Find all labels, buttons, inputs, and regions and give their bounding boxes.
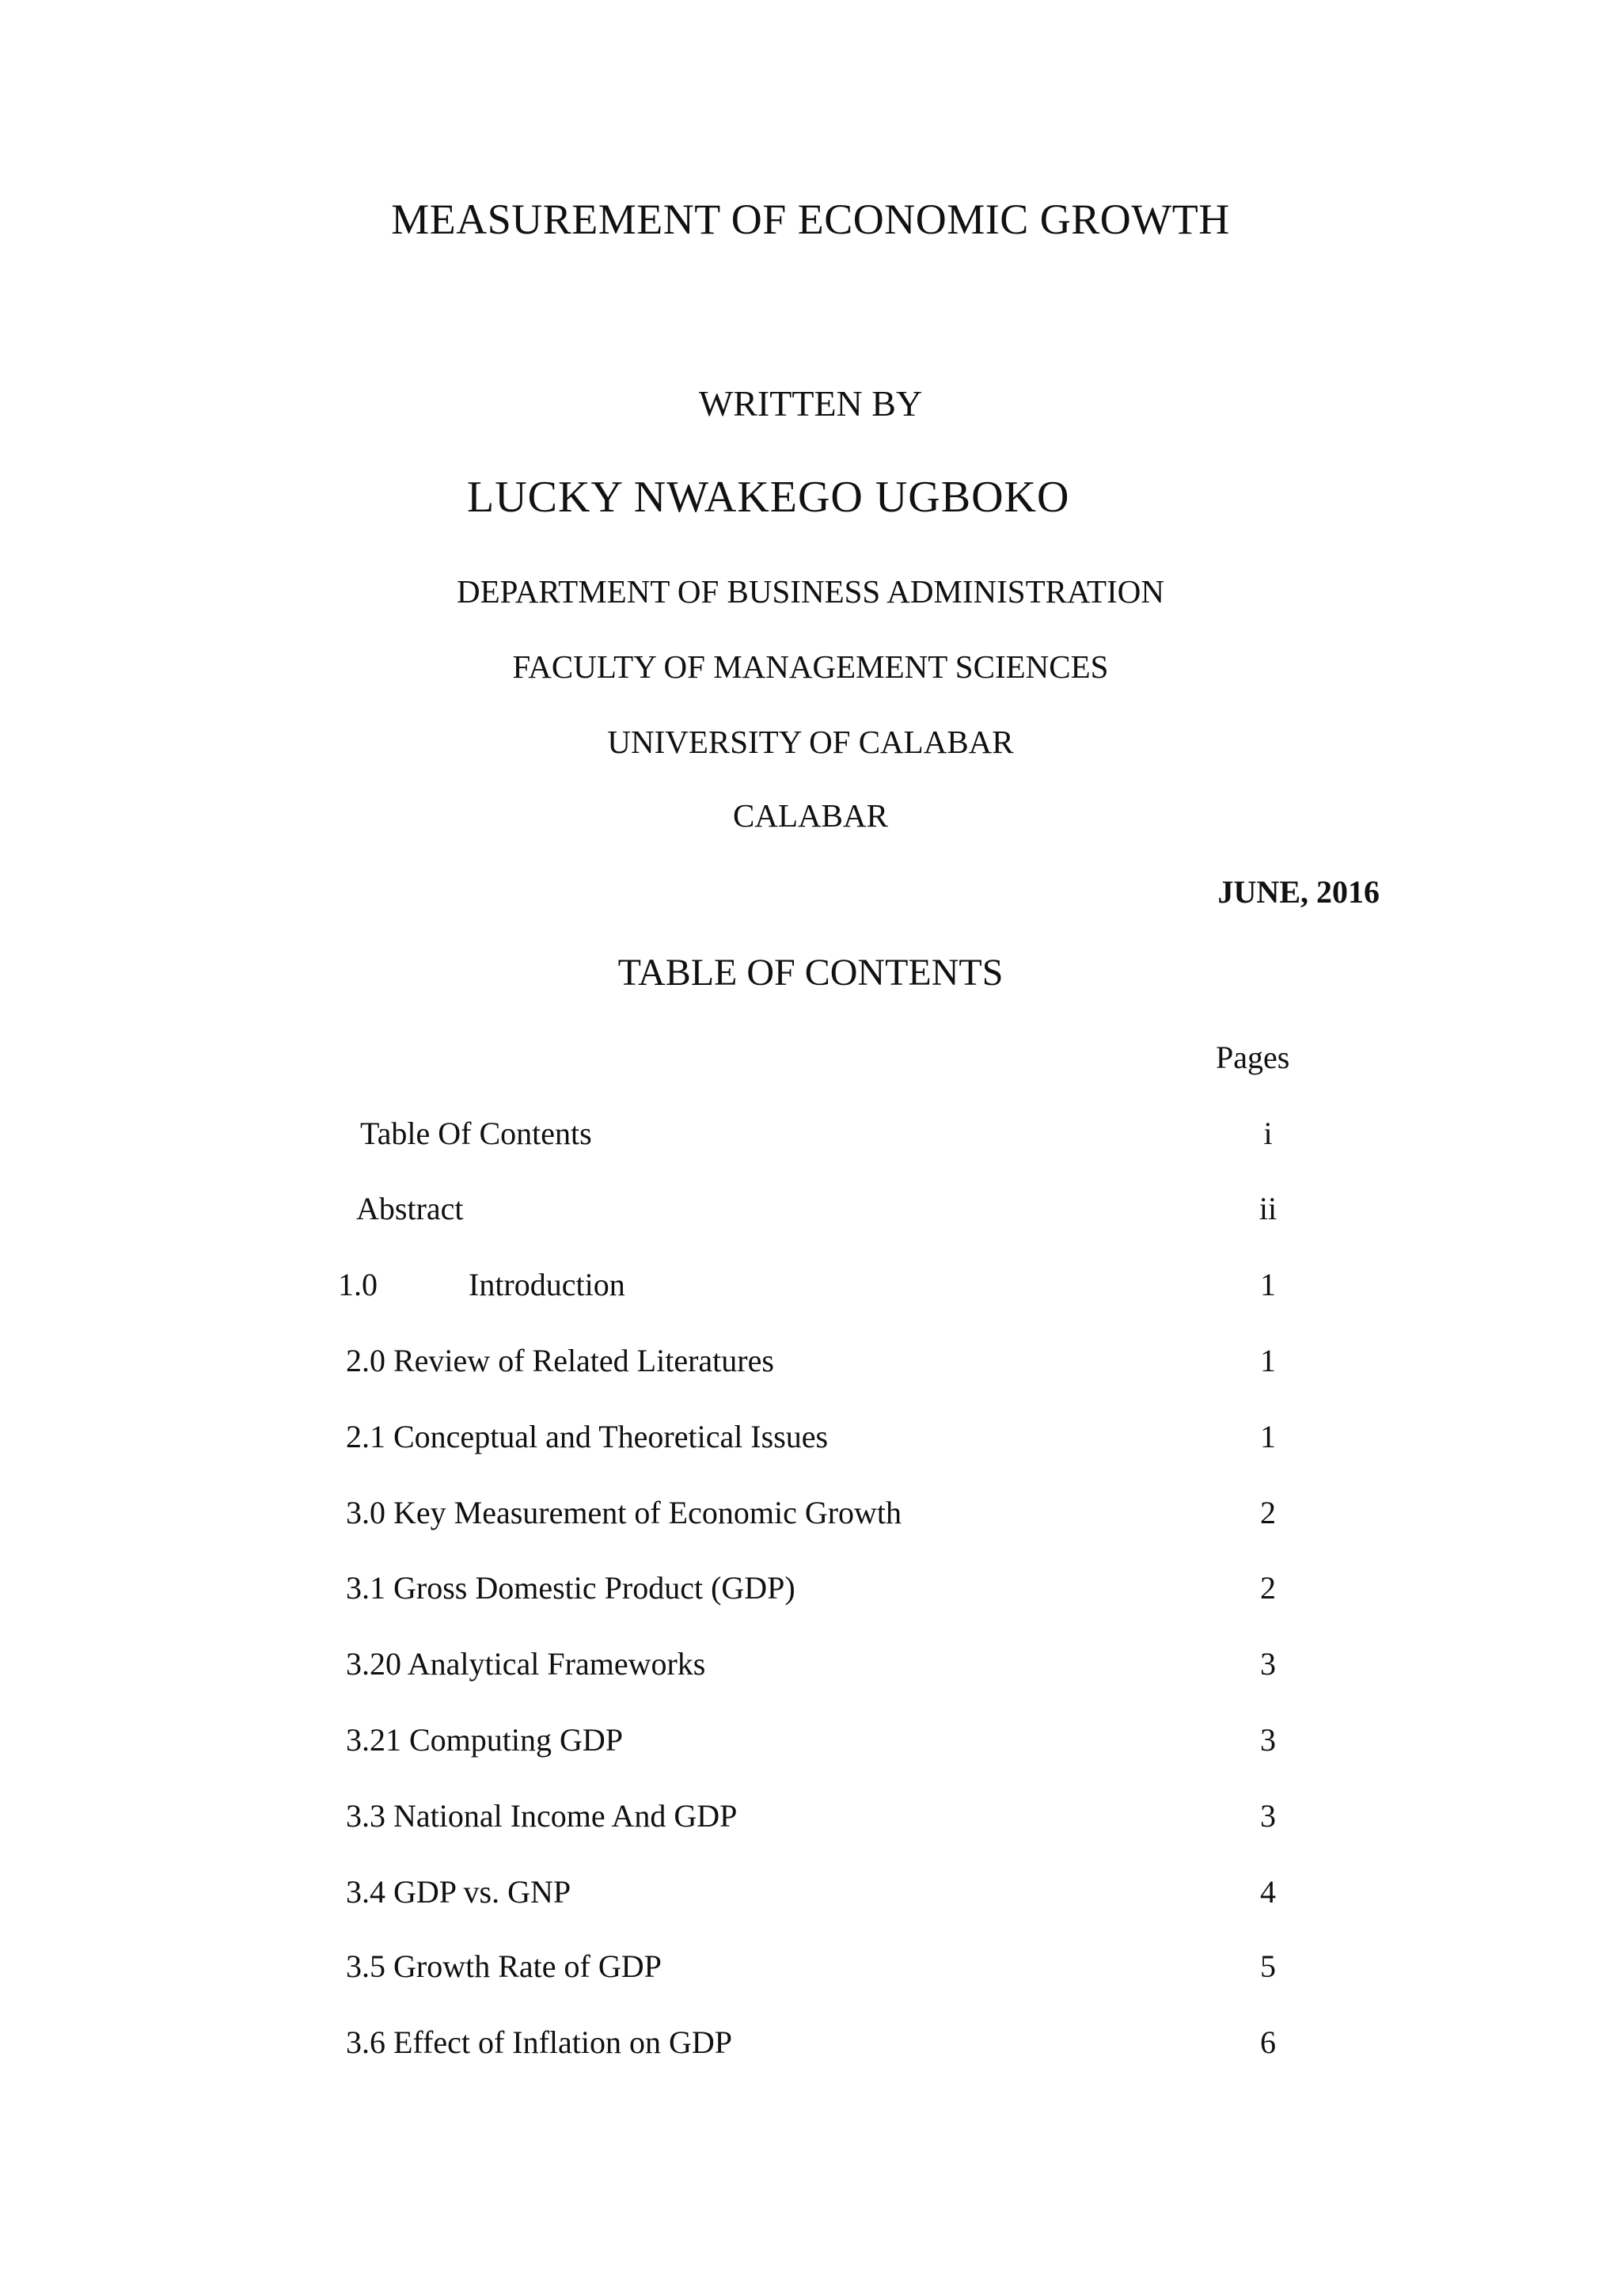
toc-entry-page: ii [1258,1191,1277,1226]
toc-entry-label: 2.0 Review of Related Literatures [346,1343,774,1378]
toc-entry-number: 1.0 [338,1267,378,1302]
toc-entry-page: 2 [1260,1495,1276,1530]
toc-entry [0,1193,1621,1233]
toc-entry-label: Abstract [356,1191,464,1226]
toc-entry-label: 3.6 Effect of Inflation on GDP [346,2024,733,2060]
toc-entry-page: i [1263,1116,1273,1151]
toc-entry [0,1948,1621,1990]
toc-entry-page: 1 [1260,1267,1276,1302]
toc-entry [0,1724,1621,1764]
toc-entry [0,1269,1621,1309]
toc-entry [0,1421,1621,1461]
toc-entry-page: 3 [1260,1798,1276,1834]
department-name: DEPARTMENT OF BUSINESS ADMINISTRATION [457,573,1164,610]
toc-entry [0,1345,1621,1385]
toc-entry-label: Introduction [469,1267,625,1302]
toc-entry-label: Table Of Contents [360,1116,592,1151]
faculty-name: FACULTY OF MANAGEMENT SCIENCES [512,648,1109,685]
toc-entry [0,1118,1621,1158]
toc-entry-label: 3.3 National Income And GDP [346,1798,738,1834]
toc-entry [0,1876,1621,1916]
toc-entry-page: 3 [1260,1722,1276,1758]
university-name: UNIVERSITY OF CALABAR [607,724,1014,760]
toc-entry-page: 1 [1260,1343,1276,1378]
toc-entry-label: 3.21 Computing GDP [346,1722,624,1758]
toc-entry-page: 6 [1260,2024,1276,2060]
toc-entry-label: 2.1 Conceptual and Theoretical Issues [346,1419,829,1454]
toc-entry-label: 3.5 Growth Rate of GDP [346,1948,662,1984]
toc-entry [0,1497,1621,1537]
written-by-label: WRITTEN BY [698,383,923,424]
toc-entry [0,1800,1621,1840]
toc-entry-label: 3.0 Key Measurement of Economic Growth [346,1495,902,1530]
toc-entry-page: 4 [1260,1874,1276,1910]
toc-entry [0,2024,1621,2066]
author-name: LUCKY NWAKEGO UGBOKO [467,473,1070,522]
toc-entry-page: 3 [1260,1646,1276,1682]
toc-entry-page: 5 [1260,1948,1276,1984]
toc-heading: TABLE OF CONTENTS [617,952,1004,994]
city-name: CALABAR [733,797,888,834]
toc-pages-column-label: Pages [1216,1040,1290,1075]
toc-entry [0,1572,1621,1612]
document-title: MEASUREMENT OF ECONOMIC GROWTH [391,196,1230,243]
document-date: JUNE, 2016 [1217,874,1380,910]
toc-entry-page: 2 [1260,1570,1276,1606]
toc-entry-label: 3.1 Gross Domestic Product (GDP) [346,1570,795,1606]
toc-entry [0,1648,1621,1688]
toc-entry-label: 3.20 Analytical Frameworks [346,1646,706,1682]
toc-entry-page: 1 [1260,1419,1276,1454]
toc-entry-label: 3.4 GDP vs. GNP [346,1874,571,1910]
